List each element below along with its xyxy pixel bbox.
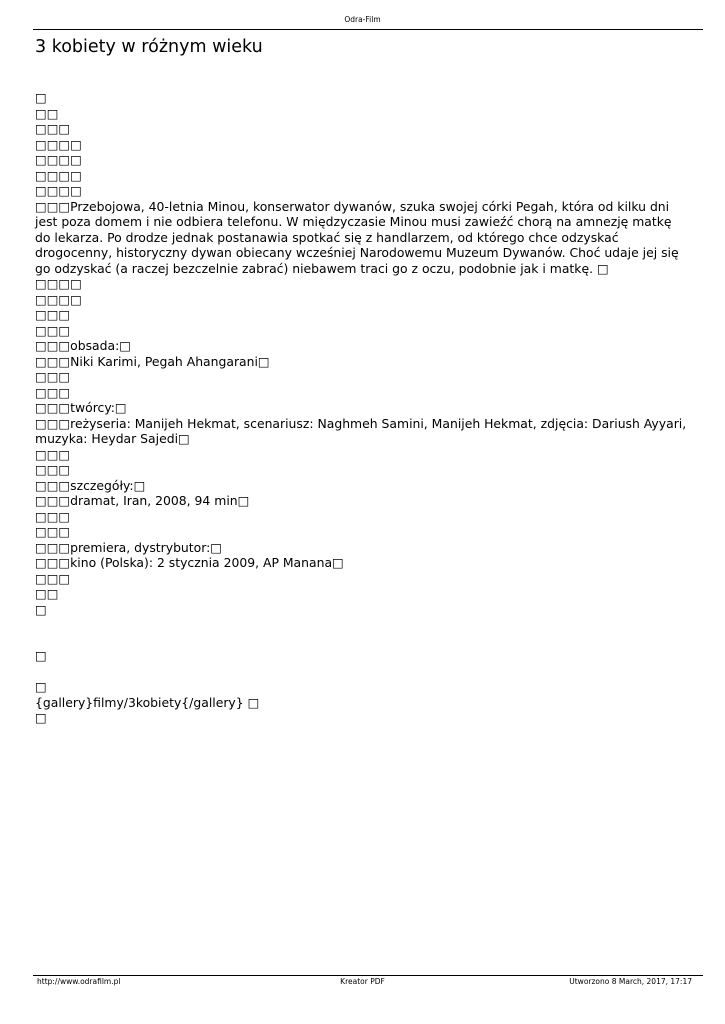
body-line: □ bbox=[35, 679, 47, 694]
body-line: □□□ bbox=[35, 462, 71, 477]
film-synopsis: □□□Przebojowa, 40-letnia Minou, konserwator dywanów, szuka swojej córki Pegah, która od kilku dni jest poza domem i nie odbiera telefonu. W międzyczasie Minou musi zawieźć chorą na amnezję matkę do lekarza. Po drodze jednak postanawia spotkać się z handlarzem, od którego chce odzyskać drogocenny, historyczny dywan obiecany wcześniej Narodowemu Muzeum Dywanów. Choć udaje jej się go odzyskać (a raczej bezczelnie zabrać) niebawem traci go z oczu, podobnie jak i matkę. □ bbox=[35, 198, 683, 276]
body-line: □ bbox=[35, 648, 47, 663]
page-header-site-name: Odra-Film bbox=[344, 15, 381, 24]
cast-label: □□□obsada:□ bbox=[35, 338, 131, 353]
body-line: □□□□ bbox=[35, 276, 82, 291]
body-line: □□ bbox=[35, 586, 59, 601]
body-line: □□□ bbox=[35, 524, 71, 539]
body-line: □□□□ bbox=[35, 183, 82, 198]
footer-created-date: Utworzono 8 March, 2017, 17:17 bbox=[569, 977, 692, 986]
body-line: □ bbox=[35, 90, 47, 105]
footer-generator: Kreator PDF bbox=[340, 977, 385, 986]
body-line: □□□□ bbox=[35, 291, 82, 307]
page-title: 3 kobiety w różnym wieku bbox=[35, 37, 263, 57]
details-label: □□□szczegóły:□ bbox=[35, 477, 146, 493]
body-line: □□□□ bbox=[35, 167, 82, 183]
gallery-tag: {gallery}filmy/3kobiety{/gallery} □ bbox=[35, 694, 260, 710]
body-line: □□□ bbox=[35, 446, 71, 462]
body-line: □□□□ bbox=[35, 152, 82, 167]
body-line: □□□ bbox=[35, 369, 71, 384]
body-line: □ bbox=[35, 601, 47, 617]
body-line: □□□□ bbox=[35, 136, 82, 152]
creators-value: □□□reżyseria: Manijeh Hekmat, scenariusz: Naghmeh Samini, Manijeh Hekmat, zdjęcia: Dariush Ayyari, muzyka: Heydar Sajedi□ bbox=[35, 415, 691, 446]
body-line: □□□ bbox=[35, 570, 71, 586]
body-line: □□□ bbox=[35, 121, 71, 136]
body-line: □□□ bbox=[35, 322, 71, 338]
spacer bbox=[35, 633, 690, 649]
premiere-value: □□□kino (Polska): 2 stycznia 2009, AP Manana□ bbox=[35, 555, 344, 570]
spacer bbox=[35, 664, 690, 680]
footer-url: http://www.odrafilm.pl bbox=[37, 977, 121, 986]
premiere-label: □□□premiera, dystrybutor:□ bbox=[35, 539, 222, 555]
details-value: □□□dramat, Iran, 2008, 94 min□ bbox=[35, 493, 250, 508]
body-line: □□ bbox=[35, 105, 59, 121]
creators-label: □□□twórcy:□ bbox=[35, 400, 127, 415]
body-line: □ bbox=[35, 710, 47, 725]
footer-divider bbox=[33, 975, 703, 976]
article-body bbox=[35, 90, 690, 726]
cast-value: □□□Niki Karimi, Pegah Ahangarani□ bbox=[35, 353, 270, 369]
body-line: □□□ bbox=[35, 307, 71, 322]
spacer bbox=[35, 617, 690, 633]
header-divider bbox=[33, 29, 703, 30]
body-line: □□□ bbox=[35, 508, 71, 524]
body-line: □□□ bbox=[35, 384, 71, 400]
